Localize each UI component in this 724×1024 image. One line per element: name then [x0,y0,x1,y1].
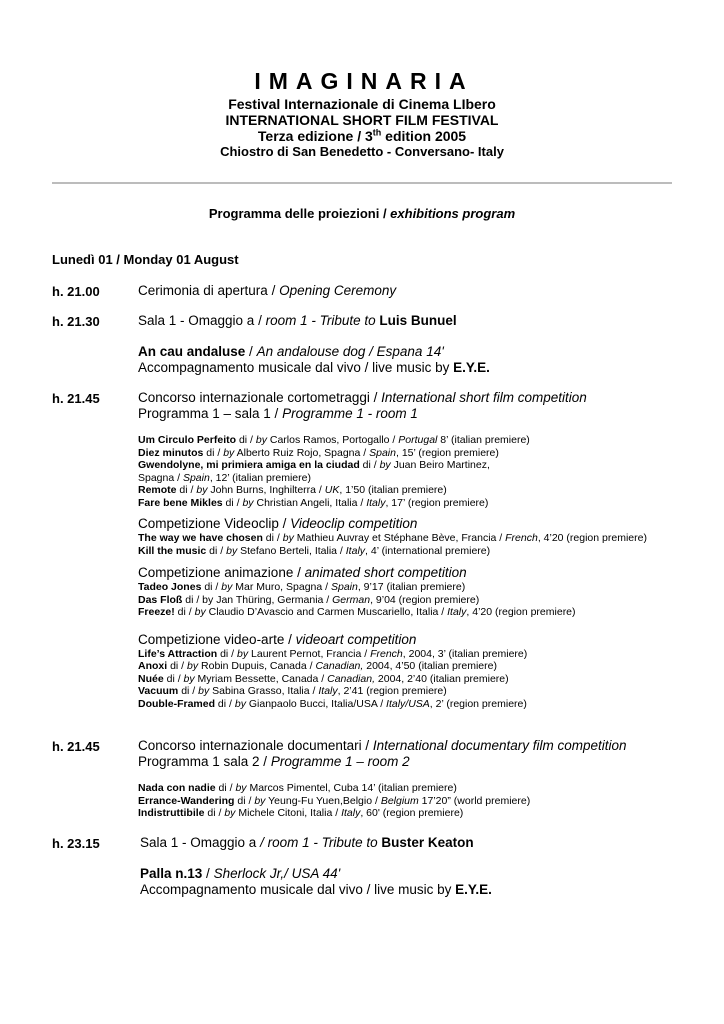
videoclip-heading: Competizione Videoclip / Videoclip competition [138,516,418,531]
film-entry: Nuée di / by Myriam Bessette, Canada / Canadian, 2004, 2’40 (italian premiere) [138,672,509,685]
film-entry: Nada con nadie di / by Marcos Pimentel, Cuba 14’ (italian premiere) [138,782,457,794]
film-entry: Vacuum di / by Sabina Grasso, Italia / Italy, 2’41 (region premiere) [138,685,447,697]
videoart-heading: Competizione video-arte / videoart competition [138,631,417,647]
time-label: h. 21.45 [52,391,100,406]
film-entry: Indistruttibile di / by Michele Citoni, Italia / Italy, 60' (region premiere) [138,807,464,819]
film-entry: Double-Framed di / by Gianpaolo Bucci, Italia/USA / Italy/USA, 2’ (region premiere) [138,697,527,710]
animation-list [138,581,698,619]
time-label: h. 21.30 [52,314,100,329]
film-entry: Tadeo Jones di / by Mar Muro, Spagna / Spain, 9’17 (italian premiere) [138,581,466,593]
venue-line: Chiostro di San Benedetto - Conversano- Italy [220,144,504,159]
videoart-list [138,648,698,711]
time-label: h. 21.00 [52,284,100,299]
documentary-list [138,782,698,820]
day-heading: Lunedì 01 / Monday 01 August [52,252,239,267]
event-tribute-bunuel: Sala 1 - Omaggio a / room 1 - Tribute to Luis Bunuel An cau andaluse / An andalouse dog / Espana 14' Accompagnamento musicale dal vivo / live music by E.Y.E. [138,313,490,375]
festival-title: IMAGINARIA [254,68,474,94]
videoclip-list [138,532,698,557]
film-entry: Um Circulo Perfeito di / by Carlos Ramos, Portogallo / Portugal 8’ (italian premiere) [138,434,530,446]
event-documentary-competition: Concorso internazionale documentari / International documentary film competition Programma 1 sala 2 / Programme 1 – room 2 Nada con nadie di / by Marcos Pimentel, Cuba 14’ (italian premiere) Errance-Wandering di / by Yeung-Fu Yuen,Belgio / Belgium 17’20” (world premiere) Indistruttibile di / by Michele Citoni, Italia / Italy, 60' (region premiere) [138,738,698,820]
film-entry: Das Floß di / by Jan Thüring, Germania / German, 9’04 (region premiere) [138,593,480,606]
divider [52,182,672,184]
festival-subtitle-en: INTERNATIONAL SHORT FILM FESTIVAL [225,112,499,128]
film-entry: Errance-Wandering di / by Yeung-Fu Yuen,Belgio / Belgium 17’20” (world premiere) [138,794,531,807]
event-tribute-keaton: Sala 1 - Omaggio a / room 1 - Tribute to Buster Keaton Palla n.13 / Sherlock Jr,/ USA 44' Accompagnamento musicale dal vivo / live music by E.Y.E. [140,835,492,897]
film-entry: Freeze! di / by Claudio D’Avascio and Carmen Muscariello, Italia / Italy, 4’20 (region premiere) [138,606,576,618]
festival-subtitle-it: Festival Internazionale di Cinema LIbero [228,96,496,112]
film-entry: The way we have chosen di / by Mathieu Auvray et Stéphane Bève, Francia / French, 4’20 (region premiere) [138,532,647,544]
film-entry: Anoxi di / by Robin Dupuis, Canada / Canadian, 2004, 4’50 (italian premiere) [138,660,497,672]
time-label: h. 21.45 [52,739,100,754]
film-list [138,434,698,509]
time-label: h. 23.15 [52,836,100,851]
animation-heading: Competizione animazione / animated short competition [138,565,467,580]
film-entry: Remote di / by John Burns, Inghilterra / UK, 1’50 (italian premiere) [138,484,447,496]
document-header [0,66,724,160]
film-entry: Fare bene Mikles di / by Christian Angeli, Italia / Italy, 17’ (region premiere) [138,496,489,509]
film-entry: Life’s Attraction di / by Laurent Pernot, Francia / French, 2004, 3’ (italian premiere) [138,647,528,660]
film-entry: Diez minutos di / by Alberto Ruiz Rojo, Spagna / Spain, 15’ (region premiere) [138,446,499,459]
film-entry: Gwendolyne, mi primiera amiga en la ciudad di / by Juan Beiro Martinez, [138,459,490,471]
program-heading: Programma delle proiezioni / exhibitions program [208,206,516,221]
event-short-film-competition: Concorso internazionale cortometraggi / International short film competition Programma 1 – sala 1 / Programme 1 - room 1 Um Circulo Perfeito di / by Carlos Ramos, Portogallo / Portugal 8’ (italian premiere) Diez minutos di / by Alberto Ruiz Rojo, Spagna / Spain, 15’ (region premiere) Gwendolyne, mi primiera amiga en la ciudad di / by Juan Beiro Martinez, Spagna / Spain, 12’ (italian premiere) Remote di / by John Burns, Inghilterra / UK, 1’50 (italian premiere) Fare bene Mikles di / by Christian Angeli, Italia / Italy, 17’ (region premiere) Competizione Videoclip / Videoclip competition The way we have chosen di / by Mathieu Auvray et Stéphane Bève, Francia / French, 4’20 (region premiere) Kill the music di / by Stefano Berteli, Italia / Italy, 4’ (international premiere) Competizione animazione / animated short competition Tadeo Jones di / by Mar Muro, Spagna / Spain, 9’17 (italian premiere) Das Floß di / by Jan Thüring, Germania / German, 9’04 (region premiere) Freeze! di / by Claudio D’Avascio and Carmen Muscariello, Italia / Italy, 4’20 (region premiere) Competizione video-arte / videoart competition Life’s Attraction di / by Laurent Pernot, Francia / French, 2004, 3’ (italian premiere) Anoxi di / by Robin Dupuis, Canada / Canadian, 2004, 4’50 (italian premiere) Nuée di / by Myriam Bessette, Canada / Canadian, 2004, 2’40 (italian premiere) Vacuum di / by Sabina Grasso, Italia / Italy, 2’41 (region premiere) Double-Framed di / by Gianpaolo Bucci, Italia/USA / Italy/USA, 2’ (region premiere) [138,390,698,710]
film-entry: Spagna / Spain, 12’ (italian premiere) [138,471,311,484]
film-entry: Kill the music di / by Stefano Berteli, Italia / Italy, 4’ (international premiere) [138,544,491,557]
edition-line: Terza edizione / 3th edition 2005 [257,127,467,144]
event-opening: Cerimonia di apertura / Opening Ceremony [138,283,397,298]
